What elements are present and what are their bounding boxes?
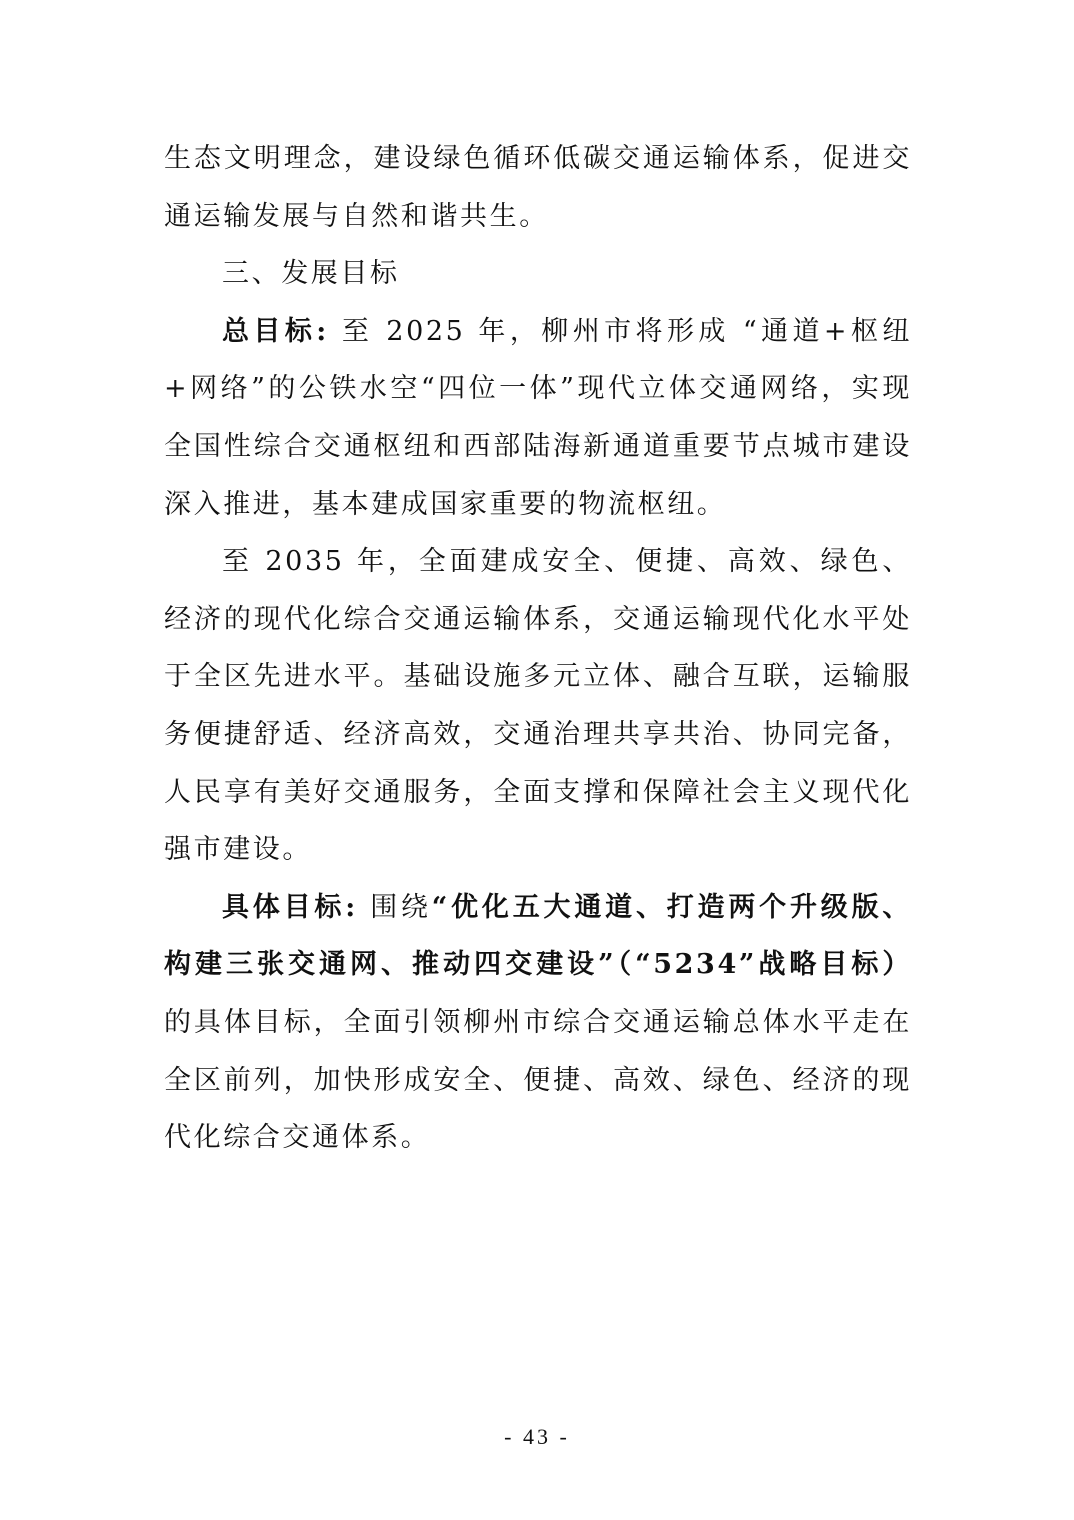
- section-heading: 三、发展目标: [222, 258, 400, 290]
- paragraph-2035-goal: 至 2035 年，全面建成安全、便捷、高效、绿色、经济的现代化综合交通运输体系，交通运输现代化水平处于全区先进水平。基础设施多元立体、融合互联，运输服务便捷舒适、经济高效，交通治理共享共治、协同完备，人民享有美好交通服务，全面支撑和保障社会主义现代化强市建设。: [164, 546, 912, 866]
- specific-goal-label: 具体目标:: [222, 891, 358, 923]
- page-number: - 43 -: [504, 1424, 570, 1449]
- paragraph-ecology: 生态文明理念，建设绿色循环低碳交通运输体系，促进交通运输发展与自然和谐共生。: [164, 143, 912, 232]
- specific-goal-strategy: “优化五大通道、打造两个升级版、构建三张交通网、推动四交建设”（“5234”战略目标）: [164, 891, 912, 981]
- specific-goal-intro: 围绕: [370, 891, 432, 923]
- specific-goal-text: 的具体目标，全面引领柳州市综合交通运输总体水平走在全区前列，加快形成安全、便捷、高效、绿色、经济的现代化综合交通体系。: [164, 1006, 912, 1154]
- overall-goal-label: 总目标:: [222, 315, 329, 347]
- paragraph-specific-goal: [164, 879, 912, 1167]
- overall-goal-text: 至 2025 年，柳州市将形成 “通道+枢纽+网络”的公铁水空“四位一体”现代立体交通网络，实现全国性综合交通枢纽和西部陆海新通道重要节点城市建设深入推进，基本建成国家重要的物流枢纽。: [164, 315, 913, 520]
- paragraph-overall-goal: [164, 303, 912, 533]
- body-text: [164, 130, 912, 1167]
